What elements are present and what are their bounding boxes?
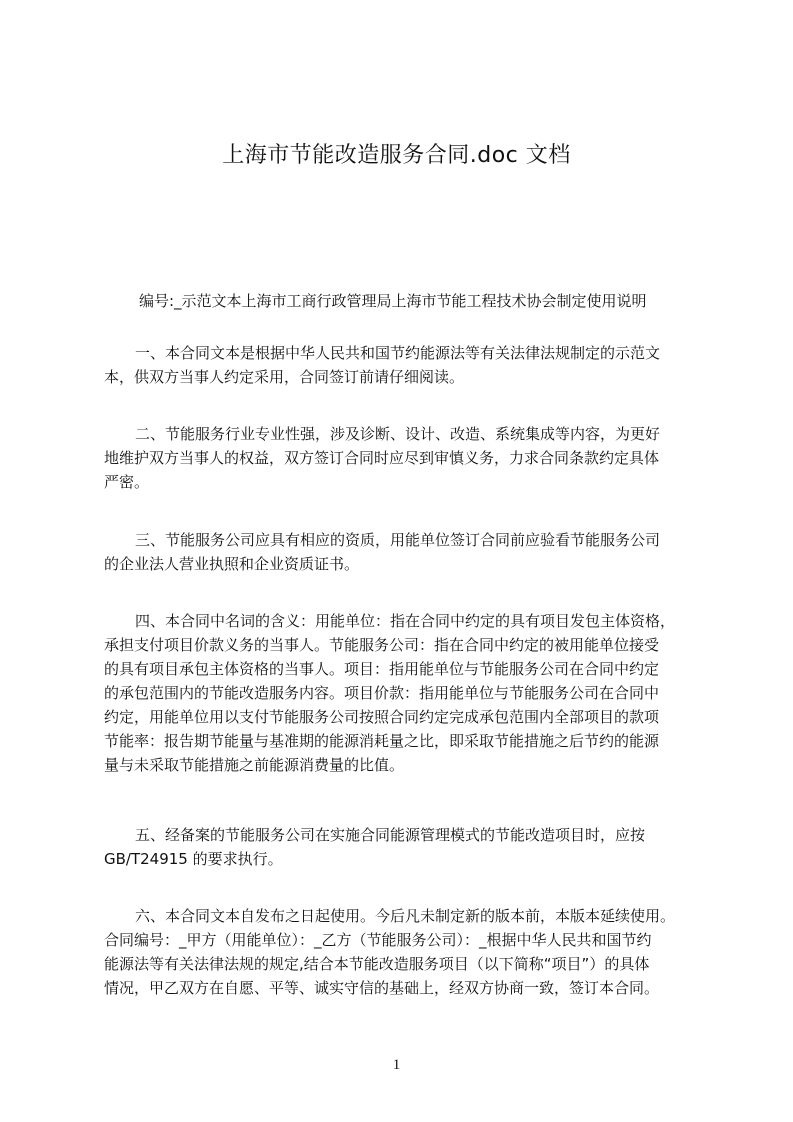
paragraph-2 — [104, 422, 704, 494]
paragraph-line: 严密。 — [104, 473, 150, 491]
paragraph-line: 的承包范围内的节能改造服务内容。项目价款：指用能单位与节能服务公司在合同中 — [104, 684, 660, 702]
paragraph-line: 五、经备案的节能服务公司在实施合同能源管理模式的节能改造项目时，应按 — [135, 826, 646, 844]
paragraph-4 — [104, 609, 704, 777]
paragraph-line: 能源法等有关法律法规的规定,结合本节能改造服务项目（以下简称“项目”）的具体 — [104, 955, 650, 973]
paragraph-line: 地维护双方当事人的权益，双方签订合同时应尽到审慎义务，力求合同条款约定具体 — [104, 449, 660, 467]
paragraph-line: 一、本合同文本是根据中华人民共和国节约能源法等有关法律法规制定的示范文 — [135, 344, 661, 362]
paragraph-line: 量与未采取节能措施之前能源消费量的比值。 — [104, 756, 405, 774]
paragraph-line: 承担支付项目价款义务的当事人。节能服务公司：指在合同中约定的被用能单位接受 — [104, 636, 660, 654]
paragraph-6 — [104, 904, 704, 1000]
paragraph-line: 合同编号：_甲方（用能单位）：_乙方（节能服务公司）：_根据中华人民共和国节约 — [104, 931, 652, 949]
paragraph-line: 的具有项目承包主体资格的当事人。项目：指用能单位与节能服务公司在合同中约定 — [104, 660, 660, 678]
paragraph-line: 四、本合同中名词的含义：用能单位：指在合同中约定的具有项目发包主体资格， — [135, 612, 676, 630]
paragraph-line: 约定，用能单位用以支付节能服务公司按照合同约定完成承包范围内全部项目的款项 — [104, 708, 660, 726]
document-title: 上海市节能改造服务合同.doc 文档 — [222, 143, 571, 168]
paragraph-5 — [104, 823, 704, 871]
paragraph-1 — [104, 341, 704, 389]
paragraph-line: 情况，甲乙双方在自愿、平等、诚实守信的基础上，经双方协商一致，签订本合同。 — [104, 979, 660, 997]
page-number: 1 — [392, 1057, 401, 1073]
paragraph-line: 本，供双方当事人约定采用，合同签订前请仔细阅读。 — [104, 368, 465, 386]
paragraph-line: 的企业法人营业执照和企业资质证书。 — [104, 555, 360, 573]
paragraph-line: 三、节能服务公司应具有相应的资质，用能单位签订合同前应验看节能服务公司 — [135, 531, 661, 549]
paragraph-line: 节能率：报告期节能量与基准期的能源消耗量之比，即采取节能措施之后节约的能源 — [104, 732, 660, 750]
paragraph-line: 二、节能服务行业专业性强，涉及诊断、设计、改造、系统集成等内容，为更好 — [135, 425, 661, 443]
serial-line: 编号:_示范文本上海市工商行政管理局上海市节能工程技术协会制定使用说明 — [139, 292, 647, 310]
paragraph-line: GB/T24915 的要求执行。 — [104, 850, 283, 868]
paragraph-3 — [104, 528, 704, 576]
paragraph-line: 六、本合同文本自发布之日起使用。今后凡未制定新的版本前，本版本延续使用。 — [135, 907, 676, 925]
